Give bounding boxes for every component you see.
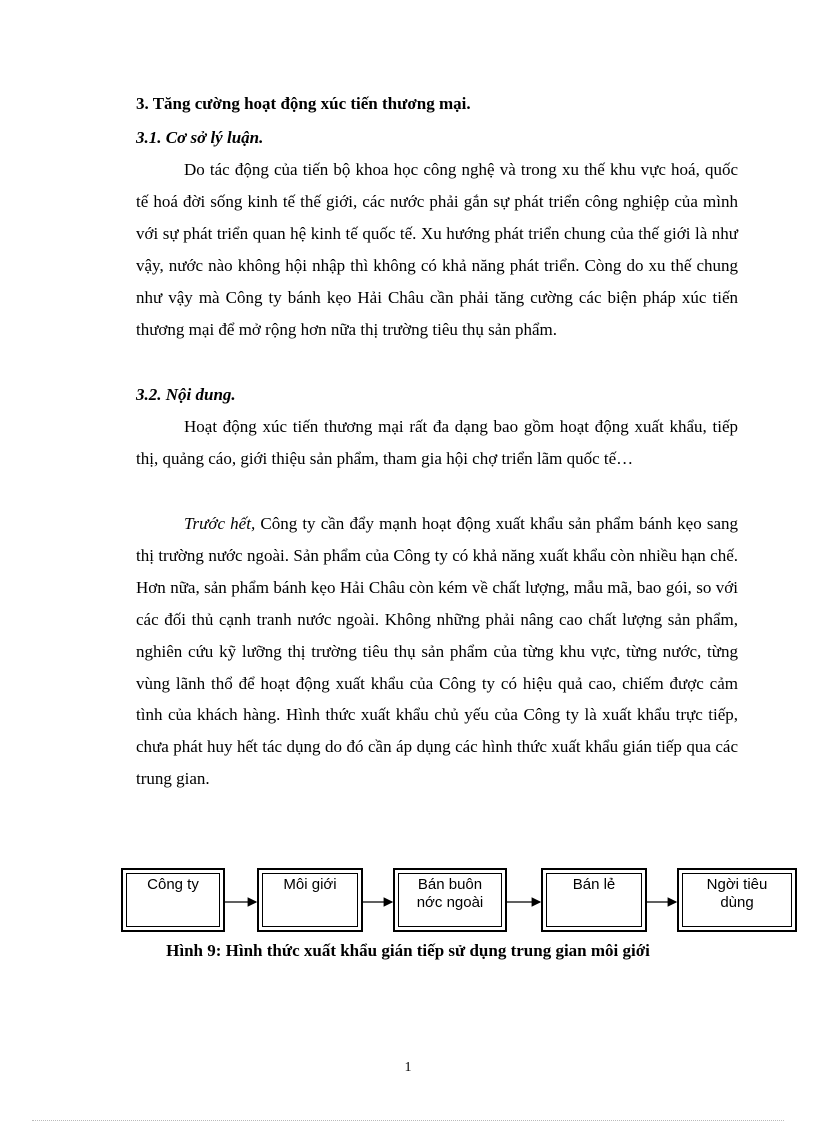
subsection-heading-basis: 3.1. Cơ sở lý luận.	[136, 128, 264, 147]
section-heading: 3. Tăng cường hoạt động xúc tiến thương mại.	[136, 94, 471, 113]
node-retailer-label: Bán lẻ	[572, 876, 616, 893]
figure-caption: Hình 9: Hình thức xuất khẩu gián tiếp sử dụng trung gian môi giới	[166, 941, 650, 960]
node-company-label: Công ty	[147, 876, 199, 893]
paragraph-export	[136, 508, 738, 795]
italic-lead-in: Trước hết,	[184, 514, 256, 533]
paragraph-activities: Hoạt động xúc tiến thương mại rất đa dạng bao gồm hoạt động xuất khẩu, tiếp thị, quảng cáo, giới thiệu sản phẩm, tham gia hội chợ triển lãm quốc tế…	[136, 417, 738, 468]
node-wholesaler-label-2: nớc ngoài	[416, 894, 484, 911]
node-wholesaler-label-1: Bán buôn	[417, 876, 483, 893]
node-broker	[257, 868, 363, 932]
node-broker-label: Môi giới	[283, 876, 337, 893]
node-consumer-label-1: Ngời tiêu	[706, 876, 768, 893]
node-consumer	[677, 868, 797, 932]
subsection-heading-content: 3.2. Nội dung.	[136, 385, 236, 404]
page-bottom-rule	[32, 1120, 784, 1121]
node-foreign-wholesaler	[393, 868, 507, 932]
export-channel-diagram	[121, 868, 797, 934]
node-retailer	[541, 868, 647, 932]
node-consumer-label-2: dùng	[720, 894, 754, 911]
paragraph-basis: Do tác động của tiến bộ khoa học công nghệ và trong xu thế khu vực hoá, quốc tế hoá đời sống kinh tế thế giới, các nước phải gắn sự phát triển công nghiệp của mình với sự phát triển quan hệ kinh tế quốc tế. Xu hướng phát triển chung của thế giới là như vậy, nước nào không hội nhập thì không có khả năng phát triển. Còng do xu thế chung như vậy mà Công ty bánh kẹo Hải Châu cần phải tăng cường các biện pháp xúc tiến thương mại để mở rộng hơn nữa thị trường tiêu thụ sản phẩm.	[136, 160, 738, 339]
paragraph-export-body: Công ty cần đẩy mạnh hoạt động xuất khẩu sản phẩm bánh kẹo sang thị trường nước ngoài. Sản phẩm của Công ty có khả năng xuất khẩu còn nhiều hạn chế. Hơn nữa, sản phẩm bánh kẹo Hải Châu còn kém về chất lượng, mẫu mã, bao gói, so với các đối thủ cạnh tranh nước ngoài. Không những phải nâng cao chất lượng sản phẩm, nghiên cứu kỹ lưỡng thị trường tiêu thụ sản phẩm của từng khu vực, từng nước, từng vùng lãnh thổ để hoạt động xuất khẩu của Công ty có hiệu quả cao, chiếm được cảm tình của khách hàng. Hình thức xuất khẩu chủ yếu của Công ty là xuất khẩu trực tiếp, chưa phát huy hết tác dụng do đó cần áp dụng các hình thức xuất khẩu gián tiếp qua các trung gian.	[136, 514, 739, 789]
node-company	[121, 868, 225, 932]
page-number: 1	[404, 1060, 412, 1075]
